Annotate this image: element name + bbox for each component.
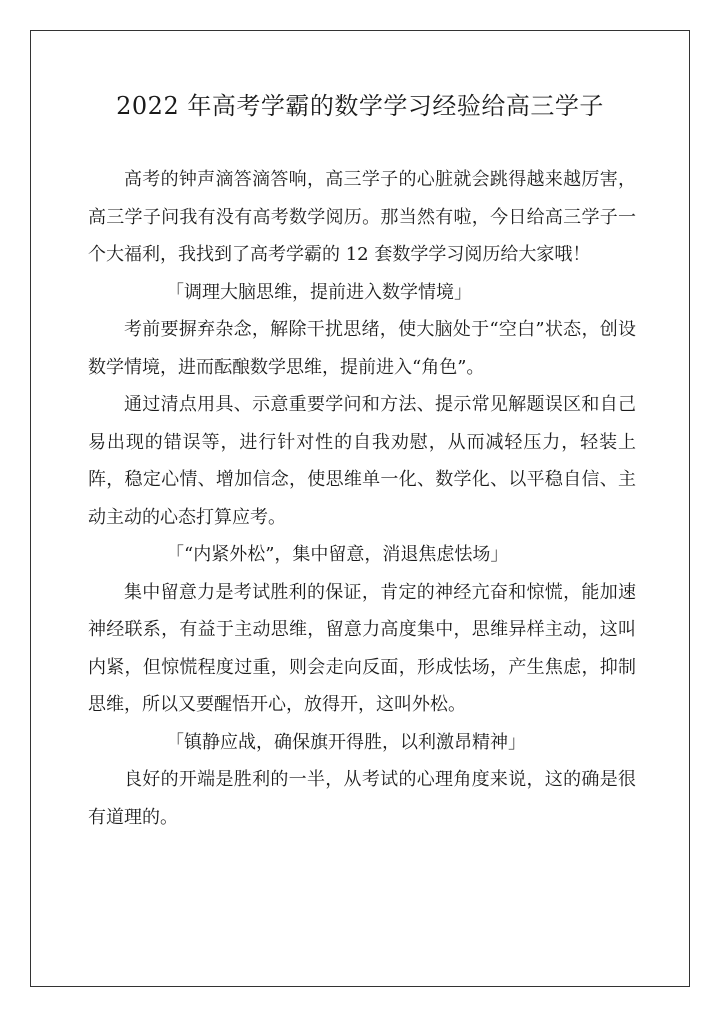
- body-paragraph: 集中留意力是考试胜利的保证，肯定的神经亢奋和惊慌，能加速神经联系，有益于主动思维，留意力高度集中，思维异样主动，这叫内紧，但惊慌程度过重，则会走向反面，形成怯场，产生焦虑，抑制思维，所以又要醒悟开心，放得开，这叫外松。: [88, 581, 636, 715]
- document-body: [88, 161, 636, 836]
- body-paragraph: 通过清点用具、示意重要学问和方法、提示常见解题误区和自己易出现的错误等，进行针对性的自我劝慰，从而减轻压力，轻装上阵，稳定心情、增加信念，使思维单一化、数学化、以平稳自信、主动主动的心态打算应考。: [88, 394, 636, 528]
- intro-paragraph: 高考的钟声滴答滴答响，高三学子的心脏就会跳得越来越厉害，高三学子问我有没有高考数学阅历。那当然有啦，今日给高三学子一个大福利，我找到了高考学霸的 12 套数学学习阅历给大家哦！: [88, 169, 636, 265]
- section-heading-3: 「镇静应战，确保旗开得胜，以利激昂精神」: [166, 731, 526, 753]
- body-paragraph: 考前要摒弃杂念，解除干扰思绪，使大脑处于“空白”状态，创设数学情境，进而酝酿数学思维，提前进入“角色”。: [88, 319, 636, 378]
- section-heading-1: 「调理大脑思维，提前进入数学情境」: [166, 281, 472, 303]
- body-paragraph: 良好的开端是胜利的一半，从考试的心理角度来说，这的确是很有道理的。: [88, 769, 636, 828]
- document-title: 2022 年高考学霸的数学学习经验给高三学子: [116, 92, 604, 120]
- section-heading-2: 「“内紧外松”，集中留意，消退焦虑怯场」: [166, 544, 509, 565]
